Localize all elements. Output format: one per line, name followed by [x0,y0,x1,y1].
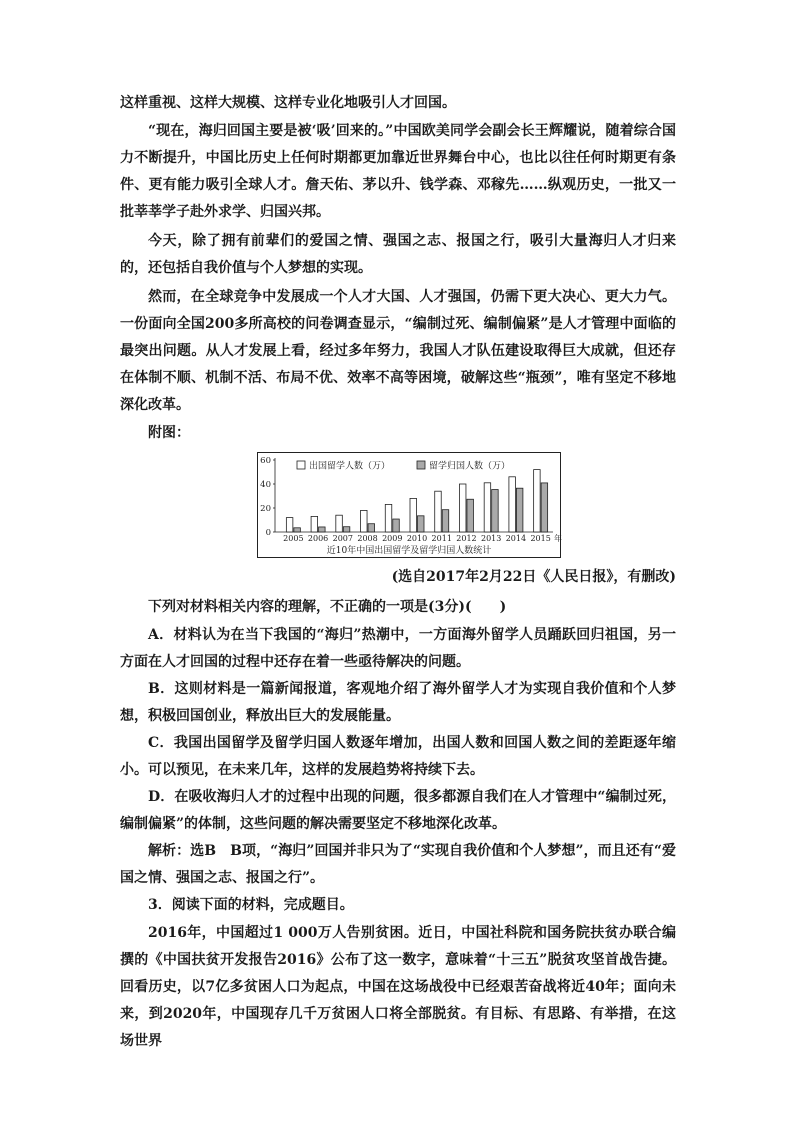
x-tick-label: 2015 [530,534,551,543]
x-axis-unit: 年 [554,534,562,543]
paragraph-2: “现在，海归回国主要是被‘吸’回来的。”中国欧美同学会副会长王辉耀说，随着综合国力不断提升，中国比历史上任何时期都更加靠近世界舞台中心，也比以往任何时期更有条件、更有能力吸引全球人才。詹天佑、茅以升、钱学森、邓稼先……纵观历史，一批又一批莘莘学子赴外求学、归国兴邦。 [120,123,676,220]
bar-outbound [509,477,515,532]
paragraph-4: 然而，在全球竞争中发展成一个人才大国、人才强国，仍需下更大决心、更大力气。一份面向全国200多所高校的问卷调查显示，“编制过死、编制偏紧”是人才管理中面临的最突出问题。从人才发展上看，经过多年努力，我国人才队伍建设取得巨大成就，但还存在体制不顺、机制不活、布局不优、效率不高等困境，破解这些“瓶颈”，唯有坚定不移地深化改革。 [120,289,676,413]
bar-outbound [385,504,392,532]
x-tick-label: 2006 [307,534,329,543]
chart-svg [257,452,561,558]
option-a: A．材料认为在当下我国的“海归”热潮中，一方面海外留学人员踊跃回归祖国，另一方面在人才回国的过程中还存在着一些亟待解决的问题。 [120,627,676,670]
x-tick-label: 2012 [456,534,477,543]
option-d: D．在吸收海归人才的过程中出现的问题，很多都源自我们在人才管理中“编制过死，编制偏紧”的体制，这些问题的解决需要坚定不移地深化改革。 [120,789,676,832]
option-c: C．我国出国留学及留学归国人数逐年增加，出国人数和回国人数之间的差距逐年缩小。可以预见，在未来几年，这样的发展趋势将持续下去。 [120,735,676,778]
legend-swatch-return [417,461,425,469]
y-tick-label: 60 [260,456,271,466]
bar-return [467,499,474,532]
y-tick-label: 0 [265,528,271,538]
bar-outbound [435,491,442,532]
bar-return [319,527,326,532]
x-tick-label: 2010 [406,534,428,543]
x-tick-label: 2011 [431,534,452,543]
bar-return [368,524,375,532]
legend-label-outbound: 出国留学人数（万） [309,461,391,472]
figure-label: 附图： [148,425,190,441]
legend-swatch-outbound [297,461,305,469]
legend-label-return: 留学归国人数（万） [429,461,511,472]
question-3-heading: 3．阅读下面的材料，完成题目。 [148,897,354,913]
bar-return [492,490,499,532]
bar-outbound [311,516,318,532]
paragraph-5: 2016年，中国超过1 000万人告别贫困。近日，中国社科院和国务院扶贫办联合编撰的《中国扶贫开发报告2016》公布了这一数字，意味着“十三五”脱贫攻坚首战告捷。回看历史，以7亿多贫困人口为起点，中国在这场战役中已经艰苦奋战将近40年；面向未来，到2020年，中国现存几千万贫困人口将全部脱贫。有目标、有思路、有举措，在这场世界 [120,925,676,1049]
x-tick-label: 2007 [332,534,353,543]
bar-outbound [286,518,293,532]
x-tick-label: 2008 [357,534,378,543]
x-tick-label: 2009 [382,534,403,543]
bar-return [541,483,548,532]
answer-analysis: 解析：选B B项，“海归”回国并非只为了“实现自我价值和个人梦想”，而且还有“爱国之情、强国之志、报国之行”。 [120,843,676,886]
x-tick-label: 2013 [481,534,502,543]
bar-return [393,519,400,532]
chart-title: 近10年中国出国留学及留学归国人数统计 [326,546,492,556]
y-tick-label: 20 [260,504,271,514]
bar-outbound [361,510,368,532]
bar-outbound [534,470,541,532]
source-citation: (选自2017年2月22日《人民日报》，有删改) [391,569,676,585]
option-b: B．这则材料是一篇新闻报道，客观地介绍了海外留学人才为实现自我价值和个人梦想，积极回国创业，释放出巨大的发展能量。 [120,681,676,724]
bar-outbound [459,484,466,532]
bar-return [418,516,425,532]
bar-chart [257,452,561,558]
paragraph-3: 今天，除了拥有前辈们的爱国之情、强国之志、报国之行，吸引大量海归人才归来的，还包括自我价值与个人梦想的实现。 [120,233,676,276]
bar-outbound [336,515,343,532]
bar-outbound [484,483,491,532]
question-stem: 下列对材料相关内容的理解，不正确的一项是(3分)( ) [148,599,507,615]
x-tick-label: 2005 [283,534,304,543]
bar-outbound [410,498,417,532]
bar-return [442,510,449,532]
bar-return [294,528,301,532]
bar-return [516,488,523,532]
y-tick-label: 40 [260,480,271,490]
paragraph-1: 这样重视、这样大规模、这样专业化地吸引人才回国。 [120,95,456,111]
x-tick-label: 2014 [505,534,527,543]
bar-return [343,527,350,532]
